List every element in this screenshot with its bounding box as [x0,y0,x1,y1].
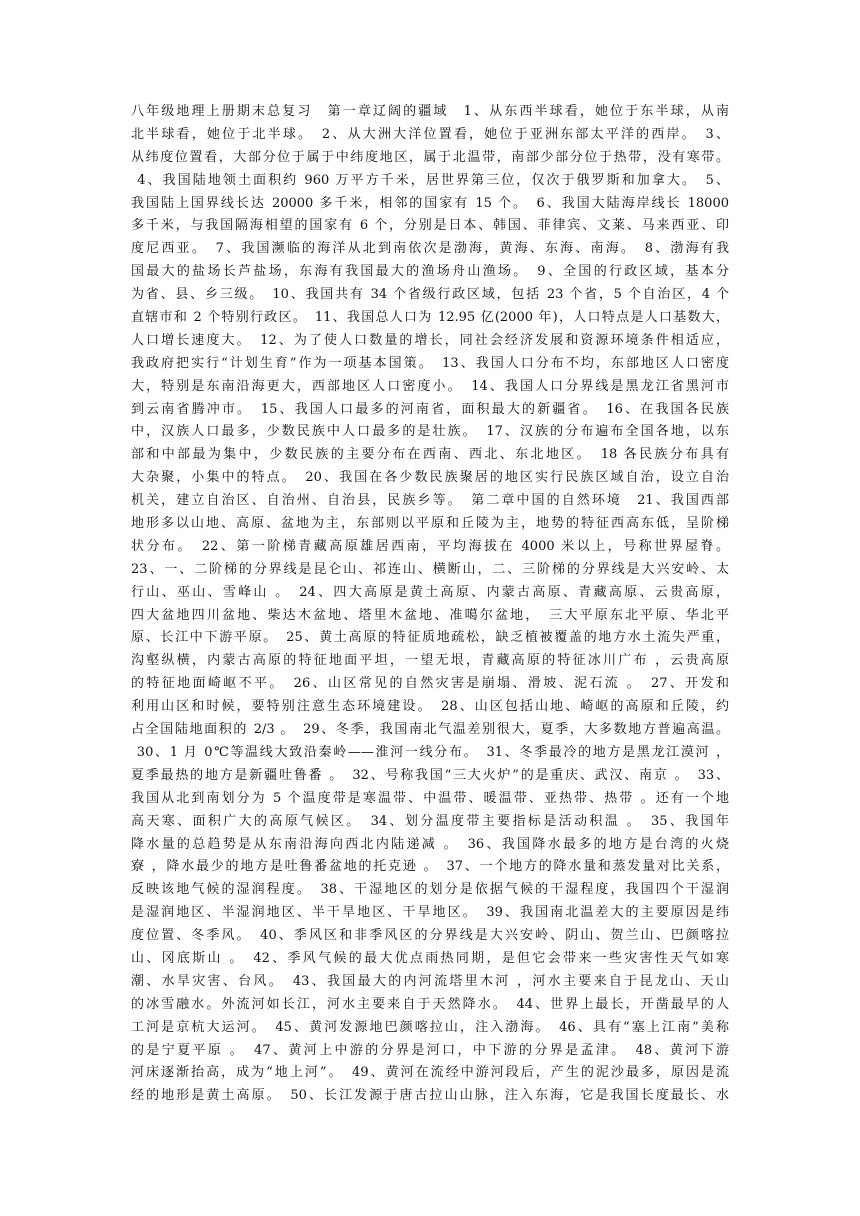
text-line: 度位置、冬季风。 40、季风区和非季风区的分界线是大兴安岭、阴山、贺兰山、巴颜喀拉 [131,928,729,944]
text-line: 的特征地面崎岖不平。 26、山区常见的自然灾害是崩塌、滑坡、泥石流 。 27、开发和 [131,676,729,692]
text-line: 我国从北到南划分为 5 个温度带是寒温带、中温带、暖温带、亚热带、热带 。还有一个地 [131,790,729,806]
text-line: 中，汉族人口最多，少数民族中人口最多的是壮族。 17、汉族的分布遍布全国各地，以东 [131,424,729,440]
text-line: 大杂聚，小集中的特点。 20、我国在各少数民族聚居的地区实行民族区域自治，设立自治 [131,470,729,486]
text-line: 30、1 月 0℃等温线大致沿秦岭——淮河一线分布。 31、冬季最冷的地方是黑龙江漠河 ， [131,744,729,760]
text-line: 北半球看，她位于北半球。 2、从大洲大洋位置看，她位于亚洲东部太平洋的西岸。 3、 [131,126,729,142]
text-line: 是湿润地区、半湿润地区、半干旱地区、干旱地区。 39、我国南北温差大的主要原因是纬 [131,905,729,921]
text-line: 夏季最热的地方是新疆吐鲁番 。 32、号称我国“三大火炉”的是重庆、武汉、南京 。 33、 [131,767,729,783]
text-line: 我政府把实行“计划生育”作为一项基本国策。 13、我国人口分布不均，东部地区人口密度 [131,355,729,371]
text-line: 的冰雪融水。外流河如长江，河水主要来自于天然降水。 44、世界上最长，开凿最早的人 [131,996,729,1012]
text-line: 机关，建立自治区、自治州、自治县，民族乡等。 第二章中国的自然环境 21、我国西部 [131,493,729,509]
text-line: 4、我国陆地领土面积约 960 万平方千米，居世界第三位，仅次于俄罗斯和加拿大。 5、 [131,172,729,188]
text-line: 大，特别是东南沿海更大，西部地区人口密度小。 14、我国人口分界线是黑龙江省黑河市 [131,378,729,394]
text-line: 部和中部最为集中，少数民族的主要分布在西南、西北、东北地区。 18 各民族分布具有 [131,447,729,463]
text-line: 的是宁夏平原 。 47、黄河上中游的分界是河口，中下游的分界是孟津。 48、黄河下游 [131,1042,729,1058]
text-line: 状分布。 22、第一阶梯青藏高原雄居西南，平均海拔在 4000 米以上，号称世界屋脊。 [131,538,729,554]
text-line: 经的地形是黄土高原。 50、长江发源于唐古拉山山脉，注入东海，它是我国长度最长、水 [131,1088,729,1104]
text-line: 人口增长速度大。 12、为了使人口数量的增长，同社会经济发展和资源环境条件相适应， [131,332,729,348]
text-line: 从纬度位置看，大部分位于属于中纬度地区，属于北温带，南部少部分位于热带，没有寒带。 [131,149,729,165]
text-line: 多千米，与我国隔海相望的国家有 6 个，分别是日本、韩国、菲律宾、文莱、马来西亚、印 [131,218,729,234]
text-line: 到云南省腾冲市。 15、我国人口最多的河南省，面积最大的新疆省。 16、在我国各民族 [131,401,729,417]
text-line: 山、冈底斯山 。 42、季风气候的最大优点雨热同期，是但它会带来一些灾害性天气如寒 [131,950,729,966]
text-line: 直辖市和 2 个特别行政区。 11、我国总人口为 12.95 亿(2000 年)，人口特点是人口基数大， [131,310,729,326]
text-line: 地形多以山地、高原、盆地为主，东部则以平原和丘陵为主，地势的特征西高东低，呈阶梯 [131,516,729,532]
text-line: 降水量的总趋势是从东南沿海向西北内陆递减 。 36、我国降水最多的地方是台湾的火烧 [131,836,729,852]
text-line: 度尼西亚。 7、我国濒临的海洋从北到南依次是渤海，黄海、东海、南海。 8、渤海有我 [131,241,729,257]
text-line: 八年级地理上册期末总复习 第一章辽阔的疆域 1、从东西半球看，她位于东半球，从南 [131,104,729,119]
document-body [131,101,729,1108]
text-line: 为省、县、乡三级。 10、我国共有 34 个省级行政区域，包括 23 个省，5 个自治区，4 个 [131,287,729,303]
text-line: 高天寒、面积广大的高原气候区。 34、划分温度带主要指标是活动积温 。 35、我国年 [131,813,729,829]
text-line: 四大盆地四川盆地、柴达木盆地、塔里木盆地、准噶尔盆地， 三大平原东北平原、华北平 [131,607,729,623]
text-line: 我国陆上国界线长达 20000 多千米，相邻的国家有 15 个。 6、我国大陆海岸线长 18000 [131,195,729,211]
text-line: 利用山区和时候，要特别注意生态环境建设。 28、山区包括山地、崎岖的高原和丘陵，约 [131,699,729,715]
text-line: 占全国陆地面积的 2/3 。 29、冬季，我国南北气温差别很大，夏季，大多数地方普遍高温。 [131,722,729,738]
text-line: 行山、巫山、雪峰山 。 24、四大高原是黄土高原、内蒙古高原、青藏高原、云贵高原， [131,584,729,600]
text-line: 原、长江中下游平原。 25、黄土高原的特征质地疏松，缺乏植被覆盖的地方水土流失严重， [131,630,729,646]
text-line: 国最大的盐场长芦盐场，东海有我国最大的渔场舟山渔场。 9、全国的行政区域，基本分 [131,264,729,280]
text-line: 反映该地气候的湿润程度。 38、干湿地区的划分是依据气候的干湿程度，我国四个干湿润 [131,882,729,898]
text-line: 23、一、二阶梯的分界线是昆仑山、祁连山、横断山，二、三阶梯的分界线是大兴安岭、太 [131,561,729,577]
text-line: 沟壑纵横，内蒙古高原的特征地面平坦，一望无垠，青藏高原的特征冰川广布 ，云贵高原 [131,653,729,669]
text-line: 寮 ，降水最少的地方是吐鲁番盆地的托克逊 。 37、一个地方的降水量和蒸发量对比关系， [131,859,729,875]
text-line: 潮、水旱灾害、台风。 43、我国最大的内河流塔里木河 ，河水主要来自于昆龙山、天山 [131,973,729,989]
text-line: 工河是京杭大运河。 45、黄河发源地巴颜喀拉山，注入渤海。 46、具有“塞上江南”美称 [131,1019,729,1035]
text-line: 河床逐渐抬高，成为“地上河”。 49、黄河在流经中游河段后，产生的泥沙最多，原因是流 [131,1065,729,1081]
